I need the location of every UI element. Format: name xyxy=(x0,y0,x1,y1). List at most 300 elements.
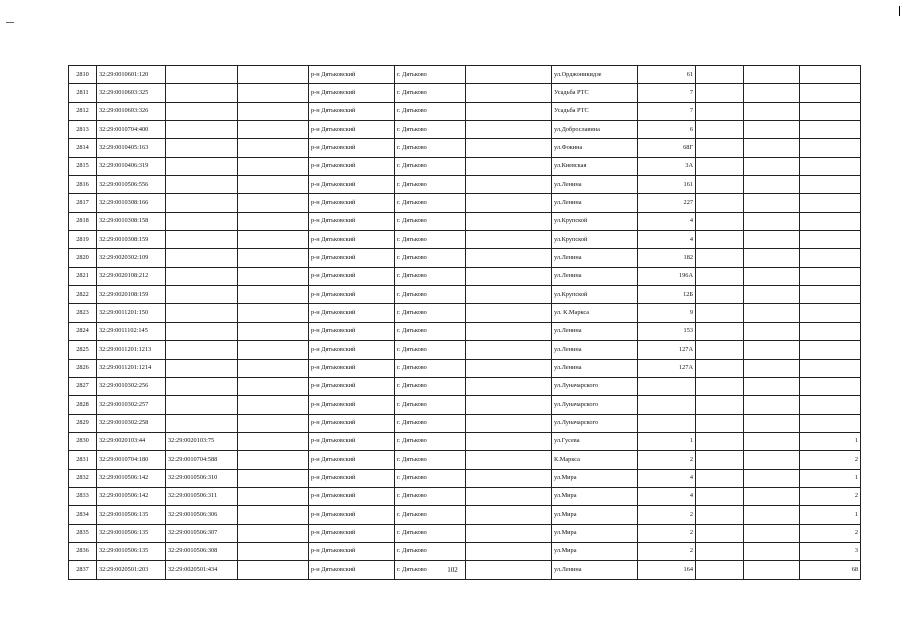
street-cell: ул.Луначарского xyxy=(552,396,638,414)
apartment-number-cell xyxy=(800,304,861,322)
empty-cell xyxy=(238,121,309,139)
record-number-cell: 2824 xyxy=(69,322,97,340)
district-cell: р-н Дятьковский xyxy=(309,451,395,469)
empty-cell xyxy=(238,542,309,560)
cadastral-number-cell: 32:29:0020108:212 xyxy=(97,267,166,285)
street-cell: ул.Мира xyxy=(552,506,638,524)
town-cell: г. Дятьково xyxy=(395,66,466,84)
property-register-table xyxy=(68,65,861,580)
town-cell: г. Дятьково xyxy=(395,212,466,230)
cadastral-number-cell: 32:29:0010302:256 xyxy=(97,377,166,395)
empty-cell xyxy=(744,341,800,359)
table-row xyxy=(69,506,861,524)
empty-cell xyxy=(466,249,552,267)
town-cell: г. Дятьково xyxy=(395,561,466,579)
district-cell: р-н Дятьковский xyxy=(309,506,395,524)
apartment-number-cell xyxy=(800,267,861,285)
secondary-cadastral-number-cell xyxy=(166,359,238,377)
secondary-cadastral-number-cell xyxy=(166,212,238,230)
table-row xyxy=(69,322,861,340)
cadastral-number-cell: 32:29:0010308:158 xyxy=(97,212,166,230)
cadastral-number-cell: 32:29:0010406:319 xyxy=(97,157,166,175)
empty-cell xyxy=(744,359,800,377)
table-row xyxy=(69,487,861,505)
empty-cell xyxy=(696,66,744,84)
district-cell: р-н Дятьковский xyxy=(309,542,395,560)
house-number-cell: 2 xyxy=(638,451,696,469)
empty-cell xyxy=(696,304,744,322)
town-cell: г. Дятьково xyxy=(395,341,466,359)
empty-cell xyxy=(466,231,552,249)
empty-cell xyxy=(466,396,552,414)
secondary-cadastral-number-cell: 32:29:0020103:75 xyxy=(166,432,238,450)
street-cell: ул.Ленина xyxy=(552,322,638,340)
district-cell: р-н Дятьковский xyxy=(309,414,395,432)
town-cell: г. Дятьково xyxy=(395,359,466,377)
empty-cell xyxy=(744,396,800,414)
cadastral-number-cell: 32:29:0010302:258 xyxy=(97,414,166,432)
town-cell: г. Дятьково xyxy=(395,432,466,450)
empty-cell xyxy=(696,157,744,175)
street-cell: ул.Крупской xyxy=(552,286,638,304)
empty-cell xyxy=(238,176,309,194)
house-number-cell: 2 xyxy=(638,506,696,524)
cadastral-number-cell: 32:29:0010506:135 xyxy=(97,524,166,542)
empty-cell xyxy=(466,377,552,395)
house-number-cell: 2 xyxy=(638,542,696,560)
house-number-cell: 12Б xyxy=(638,286,696,304)
empty-cell xyxy=(238,267,309,285)
empty-cell xyxy=(744,414,800,432)
secondary-cadastral-number-cell: 32:29:0010704:588 xyxy=(166,451,238,469)
cadastral-number-cell: 32:29:0010405:163 xyxy=(97,139,166,157)
street-cell: ул.Ленина xyxy=(552,176,638,194)
empty-cell xyxy=(744,157,800,175)
empty-cell xyxy=(466,542,552,560)
empty-cell xyxy=(238,286,309,304)
street-cell: ул.Мира xyxy=(552,469,638,487)
town-cell: г. Дятьково xyxy=(395,84,466,102)
secondary-cadastral-number-cell xyxy=(166,84,238,102)
town-cell: г. Дятьково xyxy=(395,451,466,469)
house-number-cell: 61 xyxy=(638,66,696,84)
town-cell: г. Дятьково xyxy=(395,231,466,249)
record-number-cell: 2837 xyxy=(69,561,97,579)
house-number-cell: 4 xyxy=(638,469,696,487)
apartment-number-cell xyxy=(800,176,861,194)
secondary-cadastral-number-cell xyxy=(166,121,238,139)
street-cell: ул.Крупской xyxy=(552,231,638,249)
house-number-cell: 127А xyxy=(638,359,696,377)
house-number-cell: 9 xyxy=(638,304,696,322)
district-cell: р-н Дятьковский xyxy=(309,322,395,340)
district-cell: р-н Дятьковский xyxy=(309,469,395,487)
empty-cell xyxy=(696,121,744,139)
secondary-cadastral-number-cell xyxy=(166,286,238,304)
empty-cell xyxy=(238,139,309,157)
scan-corner-mark xyxy=(6,22,14,23)
record-number-cell: 2811 xyxy=(69,84,97,102)
town-cell: г. Дятьково xyxy=(395,157,466,175)
empty-cell xyxy=(744,286,800,304)
apartment-number-cell xyxy=(800,212,861,230)
table-row xyxy=(69,267,861,285)
town-cell: г. Дятьково xyxy=(395,377,466,395)
empty-cell xyxy=(696,487,744,505)
house-number-cell: 2 xyxy=(638,524,696,542)
table-row xyxy=(69,451,861,469)
record-number-cell: 2825 xyxy=(69,341,97,359)
empty-cell xyxy=(238,102,309,120)
cadastral-number-cell: 32:29:0011201:1214 xyxy=(97,359,166,377)
empty-cell xyxy=(466,487,552,505)
empty-cell xyxy=(696,377,744,395)
house-number-cell: 4 xyxy=(638,212,696,230)
house-number-cell xyxy=(638,414,696,432)
house-number-cell: 161 xyxy=(638,176,696,194)
empty-cell xyxy=(238,231,309,249)
table-row xyxy=(69,249,861,267)
empty-cell xyxy=(466,212,552,230)
record-number-cell: 2828 xyxy=(69,396,97,414)
street-cell: ул.Луначарского xyxy=(552,377,638,395)
secondary-cadastral-number-cell xyxy=(166,102,238,120)
empty-cell xyxy=(744,432,800,450)
secondary-cadastral-number-cell xyxy=(166,322,238,340)
empty-cell xyxy=(238,157,309,175)
cadastral-number-cell: 32:29:0010506:142 xyxy=(97,487,166,505)
record-number-cell: 2823 xyxy=(69,304,97,322)
empty-cell xyxy=(238,66,309,84)
house-number-cell xyxy=(638,377,696,395)
record-number-cell: 2829 xyxy=(69,414,97,432)
town-cell: г. Дятьково xyxy=(395,139,466,157)
secondary-cadastral-number-cell xyxy=(166,139,238,157)
cadastral-number-cell: 32:29:0010601:120 xyxy=(97,66,166,84)
empty-cell xyxy=(744,231,800,249)
empty-cell xyxy=(466,469,552,487)
empty-cell xyxy=(238,432,309,450)
house-number-cell: 182 xyxy=(638,249,696,267)
empty-cell xyxy=(466,267,552,285)
empty-cell xyxy=(744,322,800,340)
empty-cell xyxy=(696,359,744,377)
secondary-cadastral-number-cell xyxy=(166,66,238,84)
town-cell: г. Дятьково xyxy=(395,469,466,487)
empty-cell xyxy=(744,487,800,505)
secondary-cadastral-number-cell: 32:29:0010506:307 xyxy=(166,524,238,542)
house-number-cell: 127А xyxy=(638,341,696,359)
secondary-cadastral-number-cell: 32:29:0010506:311 xyxy=(166,487,238,505)
empty-cell xyxy=(238,304,309,322)
secondary-cadastral-number-cell xyxy=(166,231,238,249)
apartment-number-cell xyxy=(800,377,861,395)
register-body xyxy=(69,66,861,580)
street-cell: ул.Мира xyxy=(552,487,638,505)
district-cell: р-н Дятьковский xyxy=(309,194,395,212)
apartment-number-cell xyxy=(800,139,861,157)
record-number-cell: 2827 xyxy=(69,377,97,395)
street-cell: ул.Ленина xyxy=(552,267,638,285)
cadastral-number-cell: 32:29:0020108:159 xyxy=(97,286,166,304)
empty-cell xyxy=(466,304,552,322)
empty-cell xyxy=(466,432,552,450)
table-row xyxy=(69,542,861,560)
apartment-number-cell xyxy=(800,414,861,432)
empty-cell xyxy=(238,377,309,395)
cadastral-number-cell: 32:29:0010308:159 xyxy=(97,231,166,249)
street-cell: Усадьба РТС xyxy=(552,84,638,102)
record-number-cell: 2822 xyxy=(69,286,97,304)
empty-cell xyxy=(744,542,800,560)
empty-cell xyxy=(238,414,309,432)
district-cell: р-н Дятьковский xyxy=(309,524,395,542)
cadastral-number-cell: 32:29:0011201:1213 xyxy=(97,341,166,359)
empty-cell xyxy=(696,469,744,487)
street-cell: ул.Доброславина xyxy=(552,121,638,139)
empty-cell xyxy=(696,267,744,285)
empty-cell xyxy=(696,286,744,304)
record-number-cell: 2832 xyxy=(69,469,97,487)
empty-cell xyxy=(744,102,800,120)
record-number-cell: 2826 xyxy=(69,359,97,377)
record-number-cell: 2815 xyxy=(69,157,97,175)
record-number-cell: 2821 xyxy=(69,267,97,285)
empty-cell xyxy=(466,157,552,175)
empty-cell xyxy=(238,322,309,340)
district-cell: р-н Дятьковский xyxy=(309,121,395,139)
empty-cell xyxy=(696,341,744,359)
table-row xyxy=(69,176,861,194)
cadastral-number-cell: 32:29:0011102:145 xyxy=(97,322,166,340)
record-number-cell: 2835 xyxy=(69,524,97,542)
empty-cell xyxy=(466,414,552,432)
street-cell: ул.Фокина xyxy=(552,139,638,157)
empty-cell xyxy=(744,524,800,542)
district-cell: р-н Дятьковский xyxy=(309,432,395,450)
empty-cell xyxy=(696,396,744,414)
cadastral-number-cell: 32:29:0010506:142 xyxy=(97,469,166,487)
district-cell: р-н Дятьковский xyxy=(309,139,395,157)
house-number-cell: 227 xyxy=(638,194,696,212)
house-number-cell: 4 xyxy=(638,231,696,249)
apartment-number-cell xyxy=(800,194,861,212)
district-cell: р-н Дятьковский xyxy=(309,176,395,194)
table-row xyxy=(69,432,861,450)
secondary-cadastral-number-cell xyxy=(166,194,238,212)
secondary-cadastral-number-cell xyxy=(166,267,238,285)
cadastral-number-cell: 32:29:0010603:326 xyxy=(97,102,166,120)
table-row xyxy=(69,66,861,84)
town-cell: г. Дятьково xyxy=(395,506,466,524)
apartment-number-cell: 2 xyxy=(800,524,861,542)
apartment-number-cell xyxy=(800,286,861,304)
cadastral-number-cell: 32:29:0010506:135 xyxy=(97,542,166,560)
street-cell: ул.Ленина xyxy=(552,561,638,579)
secondary-cadastral-number-cell xyxy=(166,341,238,359)
empty-cell xyxy=(696,506,744,524)
apartment-number-cell: 3 xyxy=(800,542,861,560)
empty-cell xyxy=(696,231,744,249)
record-number-cell: 2816 xyxy=(69,176,97,194)
empty-cell xyxy=(744,176,800,194)
empty-cell xyxy=(696,542,744,560)
street-cell: ул.Ленина xyxy=(552,249,638,267)
district-cell: р-н Дятьковский xyxy=(309,359,395,377)
district-cell: р-н Дятьковский xyxy=(309,102,395,120)
empty-cell xyxy=(744,212,800,230)
record-number-cell: 2810 xyxy=(69,66,97,84)
apartment-number-cell xyxy=(800,359,861,377)
town-cell: г. Дятьково xyxy=(395,414,466,432)
empty-cell xyxy=(466,451,552,469)
street-cell: ул.Киевская xyxy=(552,157,638,175)
apartment-number-cell xyxy=(800,157,861,175)
record-number-cell: 2819 xyxy=(69,231,97,249)
empty-cell xyxy=(744,304,800,322)
town-cell: г. Дятьково xyxy=(395,524,466,542)
empty-cell xyxy=(744,139,800,157)
empty-cell xyxy=(238,212,309,230)
street-cell: ул. К.Маркса xyxy=(552,304,638,322)
empty-cell xyxy=(238,194,309,212)
district-cell: р-н Дятьковский xyxy=(309,267,395,285)
empty-cell xyxy=(238,84,309,102)
town-cell: г. Дятьково xyxy=(395,102,466,120)
secondary-cadastral-number-cell xyxy=(166,157,238,175)
apartment-number-cell: 2 xyxy=(800,487,861,505)
apartment-number-cell xyxy=(800,322,861,340)
house-number-cell: 3А xyxy=(638,157,696,175)
house-number-cell: 196А xyxy=(638,267,696,285)
empty-cell xyxy=(466,322,552,340)
empty-cell xyxy=(466,524,552,542)
empty-cell xyxy=(744,84,800,102)
cadastral-number-cell: 32:29:0020302:109 xyxy=(97,249,166,267)
street-cell: ул.Мира xyxy=(552,524,638,542)
empty-cell xyxy=(696,414,744,432)
town-cell: г. Дятьково xyxy=(395,267,466,285)
town-cell: г. Дятьково xyxy=(395,176,466,194)
apartment-number-cell: 1 xyxy=(800,432,861,450)
empty-cell xyxy=(466,121,552,139)
district-cell: р-н Дятьковский xyxy=(309,84,395,102)
secondary-cadastral-number-cell: 32:29:0010506:308 xyxy=(166,542,238,560)
town-cell: г. Дятьково xyxy=(395,286,466,304)
empty-cell xyxy=(744,451,800,469)
town-cell: г. Дятьково xyxy=(395,542,466,560)
cadastral-number-cell: 32:29:0010302:257 xyxy=(97,396,166,414)
house-number-cell: 164 xyxy=(638,561,696,579)
empty-cell xyxy=(696,194,744,212)
empty-cell xyxy=(238,487,309,505)
apartment-number-cell xyxy=(800,341,861,359)
table-row xyxy=(69,377,861,395)
street-cell: ул.Орджоникидзе xyxy=(552,66,638,84)
apartment-number-cell xyxy=(800,396,861,414)
record-number-cell: 2836 xyxy=(69,542,97,560)
district-cell: р-н Дятьковский xyxy=(309,286,395,304)
empty-cell xyxy=(466,341,552,359)
table-row xyxy=(69,469,861,487)
street-cell: ул.Гусева xyxy=(552,432,638,450)
apartment-number-cell xyxy=(800,121,861,139)
scan-edge-mark xyxy=(899,6,900,16)
empty-cell xyxy=(744,249,800,267)
district-cell: р-н Дятьковский xyxy=(309,396,395,414)
cadastral-number-cell: 32:29:0020501:203 xyxy=(97,561,166,579)
district-cell: р-н Дятьковский xyxy=(309,157,395,175)
district-cell: р-н Дятьковский xyxy=(309,231,395,249)
secondary-cadastral-number-cell xyxy=(166,396,238,414)
empty-cell xyxy=(238,341,309,359)
apartment-number-cell: 1 xyxy=(800,506,861,524)
district-cell: р-н Дятьковский xyxy=(309,377,395,395)
empty-cell xyxy=(744,267,800,285)
empty-cell xyxy=(466,506,552,524)
street-cell: Усадьба РТС xyxy=(552,102,638,120)
street-cell: ул.Крупской xyxy=(552,212,638,230)
town-cell: г. Дятьково xyxy=(395,396,466,414)
street-cell: ул.Ленина xyxy=(552,194,638,212)
empty-cell xyxy=(696,432,744,450)
empty-cell xyxy=(466,66,552,84)
empty-cell xyxy=(466,286,552,304)
secondary-cadastral-number-cell xyxy=(166,249,238,267)
house-number-cell: 6 xyxy=(638,121,696,139)
table-row xyxy=(69,157,861,175)
table-row xyxy=(69,194,861,212)
table-row xyxy=(69,304,861,322)
district-cell: р-н Дятьковский xyxy=(309,249,395,267)
empty-cell xyxy=(696,84,744,102)
empty-cell xyxy=(238,469,309,487)
empty-cell xyxy=(744,506,800,524)
empty-cell xyxy=(238,249,309,267)
record-number-cell: 2830 xyxy=(69,432,97,450)
cadastral-number-cell: 32:29:0010506:135 xyxy=(97,506,166,524)
empty-cell xyxy=(696,139,744,157)
record-number-cell: 2834 xyxy=(69,506,97,524)
table-row xyxy=(69,139,861,157)
table-row xyxy=(69,121,861,139)
record-number-cell: 2812 xyxy=(69,102,97,120)
empty-cell xyxy=(696,524,744,542)
district-cell: р-н Дятьковский xyxy=(309,561,395,579)
town-cell: г. Дятьково xyxy=(395,249,466,267)
secondary-cadastral-number-cell xyxy=(166,304,238,322)
secondary-cadastral-number-cell: 32:29:0010506:310 xyxy=(166,469,238,487)
empty-cell xyxy=(744,121,800,139)
house-number-cell: 68Г xyxy=(638,139,696,157)
table-row xyxy=(69,524,861,542)
record-number-cell: 2817 xyxy=(69,194,97,212)
house-number-cell: 153 xyxy=(638,322,696,340)
apartment-number-cell xyxy=(800,66,861,84)
table-row xyxy=(69,212,861,230)
secondary-cadastral-number-cell xyxy=(166,176,238,194)
table-row xyxy=(69,396,861,414)
cadastral-number-cell: 32:29:0010704:400 xyxy=(97,121,166,139)
empty-cell xyxy=(466,84,552,102)
cadastral-number-cell: 32:29:0010506:556 xyxy=(97,176,166,194)
empty-cell xyxy=(696,322,744,340)
empty-cell xyxy=(744,194,800,212)
apartment-number-cell xyxy=(800,231,861,249)
record-number-cell: 2831 xyxy=(69,451,97,469)
table-row xyxy=(69,231,861,249)
street-cell: ул.Луначарского xyxy=(552,414,638,432)
